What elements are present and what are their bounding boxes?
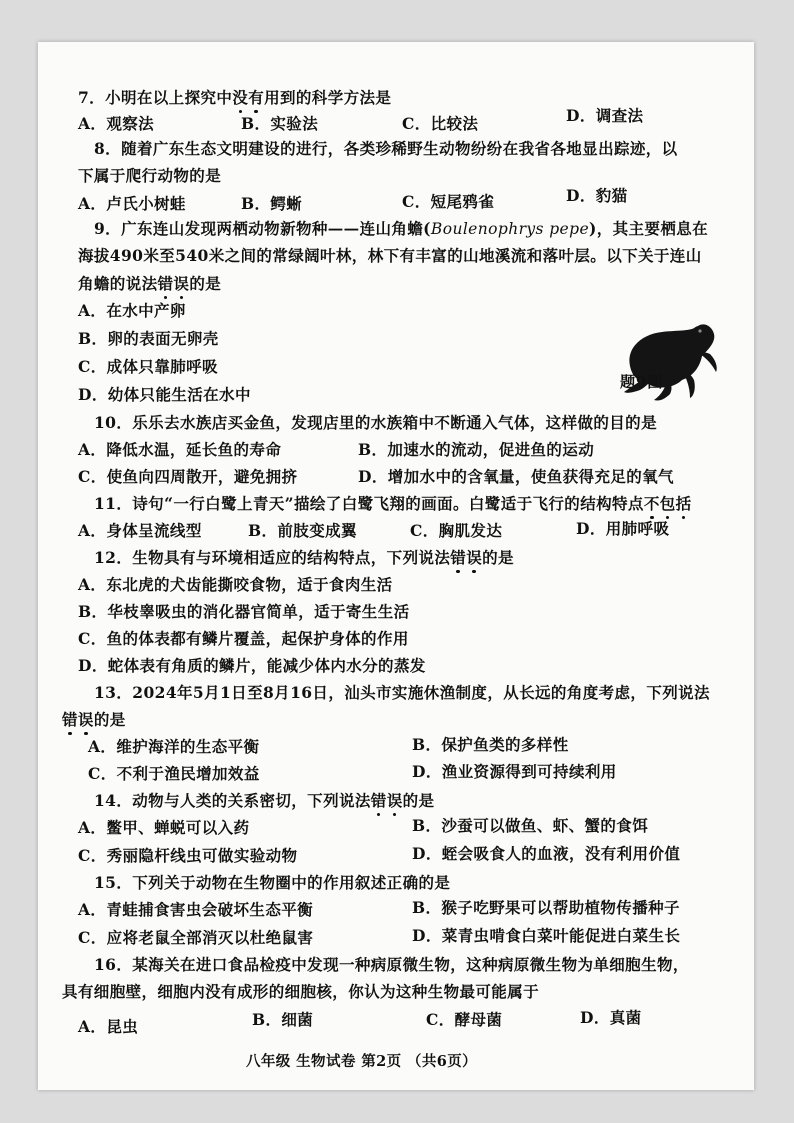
question-8-option-c: C．短尾鸦雀 (402, 192, 495, 211)
question-16-option-d: D．真菌 (580, 1008, 642, 1027)
question-9-stem-line1 (94, 219, 708, 239)
emphasis-char: 误 (466, 548, 483, 567)
emphasis-char: 包 (659, 494, 676, 513)
question-12-option-c: C．鱼的体表都有鳞片覆盖，起保护身体的作用 (78, 629, 409, 648)
question-8-option-a: A．卢氏小树蛙 (78, 194, 186, 213)
emphasis-char: 错 (157, 274, 174, 293)
latin-name: Boulenophrys pepe (430, 220, 590, 238)
text: 的是 (189, 274, 222, 293)
question-13-option-d: D．渔业资源得到可持续利用 (412, 762, 617, 781)
question-9-option-c: C．成体只靠肺呼吸 (78, 357, 218, 376)
question-12-option-b: B．华枝睾吸虫的消化器官简单，适于寄生生活 (78, 602, 410, 621)
question-15-stem: 15．下列关于动物在生物圈中的作用叙述正确的是 (94, 873, 451, 892)
question-14-option-b: B．沙蚕可以做鱼、虾、蟹的食饵 (412, 816, 649, 835)
question-13-option-b: B．保护鱼类的多样性 (412, 735, 569, 754)
question-11-option-c: C．胸肌发达 (410, 521, 503, 540)
question-16-stem-line1: 16．某海关在进口食品检疫中发现一种病原微生物，这种病原微生物为单细胞生物， (94, 955, 689, 974)
question-8-option-b: B．鳄蜥 (241, 194, 303, 213)
question-11-option-d: D．用肺呼吸 (576, 519, 670, 538)
question-9-option-b: B．卵的表面无卵壳 (78, 329, 219, 348)
question-9-stem-line3 (78, 274, 221, 294)
question-11-option-b: B．前肢变成翼 (248, 521, 357, 540)
question-12-option-d: D．蛇体表有角质的鳞片，能减少体内水分的蒸发 (78, 656, 426, 675)
question-14-option-c: C．秀丽隐杆线虫可做实验动物 (78, 846, 298, 865)
question-16-stem-line2: 具有细胞壁，细胞内没有成形的细胞核，你认为这种生物最可能属于 (62, 982, 540, 1001)
text: 7．小明在以上探究中 (78, 88, 233, 107)
question-16-option-b: B．细菌 (252, 1010, 314, 1029)
question-13-option-a: A．维护海洋的生态平衡 (88, 737, 260, 756)
emphasis-char: 错 (450, 548, 467, 567)
question-9-stem-line2: 海拔490米至540米之间的常绿阔叶林，林下有丰富的山地溪流和落叶层。以下关于连山 (78, 246, 702, 265)
question-13-option-c: C．不利于渔民增加效益 (88, 764, 260, 783)
emphasis-char: 错 (370, 791, 387, 810)
question-7-option-a: A．观察法 (78, 114, 155, 133)
question-14-stem (94, 791, 434, 811)
question-10-option-c: C．使鱼向四周散开，避免拥挤 (78, 467, 298, 486)
page-footer: 八年级 生物试卷 第2页 （共6页） (246, 1053, 478, 1070)
question-11-option-a: A．身体呈流线型 (78, 521, 202, 540)
question-12-stem (94, 548, 514, 568)
emphasis-char: 误 (77, 710, 94, 729)
question-10-stem: 10．乐乐去水族店买金鱼，发现店里的水族箱中不断通入气体，这样做的目的是 (94, 413, 657, 432)
text: 的是 (482, 548, 514, 567)
question-15-option-b: B．猴子吃野果可以帮助植物传播种子 (412, 898, 680, 917)
question-12-option-a: A．东北虎的犬齿能撕咬食物，适于食肉生活 (78, 575, 393, 594)
text: 14．动物与人类的关系密切，下列说法 (94, 791, 371, 810)
question-14-option-a: A．鳖甲、蝉蜕可以入药 (78, 818, 250, 837)
question-15-option-c: C．应将老鼠全部消灭以杜绝鼠害 (78, 928, 314, 947)
text: 9．广东连山发现两栖动物新物种——连山角蟾( (94, 219, 431, 238)
question-7-option-c: C．比较法 (402, 114, 479, 133)
emphasis-char: 不 (643, 494, 660, 513)
text: 的是 (402, 791, 435, 810)
question-7-option-b: B．实验法 (241, 114, 319, 133)
text: )，其主要栖息在 (589, 219, 709, 238)
question-15-option-a: A．青蛙捕食害虫会破坏生态平衡 (78, 900, 314, 919)
question-10-option-d: D．增加水中的含氧量，使鱼获得充足的氧气 (358, 467, 674, 486)
question-15-option-d: D．菜青虫啃食白菜叶能促进白菜生长 (412, 926, 681, 945)
question-9-option-d: D．幼体只能生活在水中 (78, 385, 251, 404)
question-8-stem-line1: 8．随着广东生态文明建设的进行，各类珍稀野生动物纷纷在我省各地显出踪迹，以 (94, 139, 678, 158)
emphasis-char: 有 (248, 88, 265, 107)
question-10-option-b: B．加速水的流动，促进鱼的运动 (358, 440, 595, 459)
text: 的是 (93, 710, 126, 729)
question-8-option-d: D．豹猫 (566, 186, 628, 205)
question-13-stem-line2 (62, 710, 126, 730)
question-14-option-d: D．蛭会吸食人的血液，没有利用价值 (412, 844, 681, 863)
question-7-option-d: D．调查法 (566, 106, 644, 125)
text: 用到的科学方法是 (264, 88, 392, 107)
text: 角蟾的说法 (78, 274, 158, 293)
question-7-stem (78, 88, 391, 108)
figure-9-caption: 题9图 (620, 372, 663, 391)
emphasis-char: 括 (675, 494, 692, 513)
emphasis-char: 误 (386, 791, 403, 810)
question-10-option-a: A．降低水温，延长鱼的寿命 (78, 440, 282, 459)
text: 11．诗句“一行白鹭上青天”描绘了白鹭飞翔的画面。白鹭适于飞行的结构特点 (94, 494, 644, 513)
question-9-option-a: A．在水中产卵 (78, 301, 186, 320)
question-16-option-a: A．昆虫 (78, 1017, 139, 1036)
exam-page (38, 42, 754, 1090)
question-13-stem-line1: 13．2024年5月1日至8月16日，汕头市实施休渔制度，从长远的角度考虑，下列说法 (94, 683, 710, 702)
question-8-stem-line2: 下属于爬行动物的是 (78, 166, 222, 185)
emphasis-char: 没 (232, 88, 249, 107)
question-16-option-c: C．酵母菌 (426, 1010, 503, 1029)
emphasis-char: 误 (173, 274, 190, 293)
question-11-stem (94, 494, 692, 514)
text: 12．生物具有与环境相适应的结构特点，下列说法 (94, 548, 451, 567)
emphasis-char: 错 (62, 710, 78, 729)
